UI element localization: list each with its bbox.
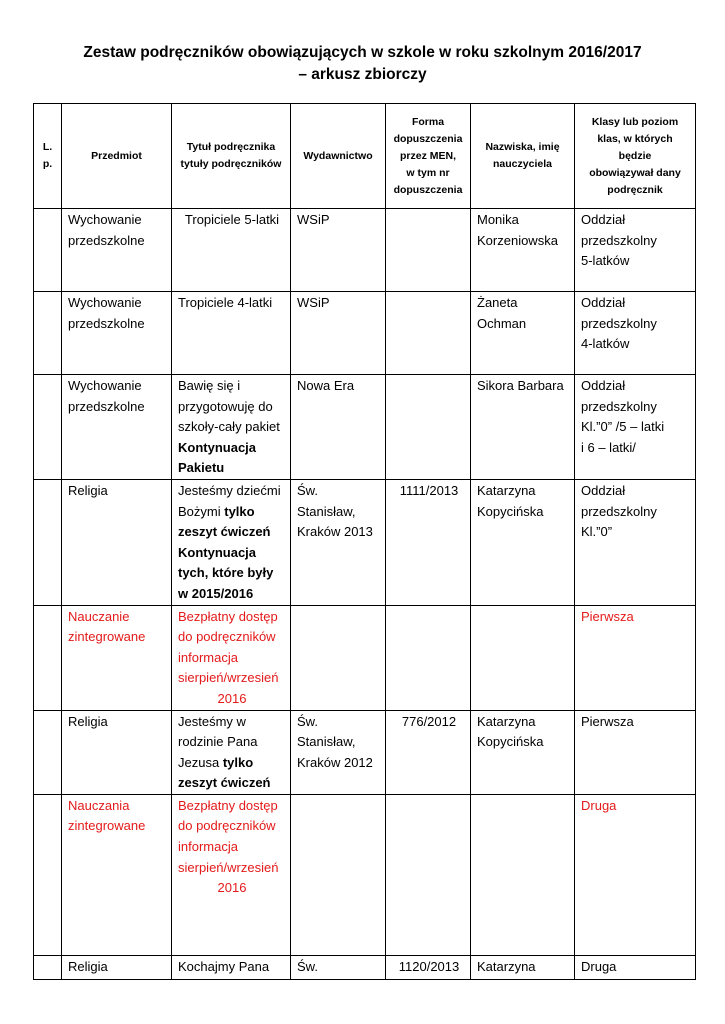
cell-teacher: Monika Korzeniowska <box>471 209 575 292</box>
cell-publisher: WSiP <box>291 292 386 375</box>
cell-teacher <box>471 605 575 710</box>
cell-approval: 776/2012 <box>386 710 471 794</box>
cell-subject: Religia <box>62 955 172 979</box>
cell-classes: Druga <box>575 794 696 955</box>
cell-classes: Oddział przedszkolny 5-latków <box>575 209 696 292</box>
cell-lp <box>34 375 62 480</box>
cell-approval: 1111/2013 <box>386 479 471 605</box>
cell-approval <box>386 209 471 292</box>
cell-teacher <box>471 794 575 955</box>
cell-classes: Oddział przedszkolny Kl.”0” /5 – latki i 6 – latki/ <box>575 375 696 480</box>
cell-approval <box>386 375 471 480</box>
cell-publisher <box>291 605 386 710</box>
cell-classes: Oddział przedszkolny 4-latków <box>575 292 696 375</box>
cell-publisher <box>291 794 386 955</box>
header-title: Tytuł podręcznika tytuły podręczników <box>172 104 291 209</box>
table-row <box>34 710 696 794</box>
cell-publisher: Św. Stanisław, Kraków 2013 <box>291 479 386 605</box>
cell-lp <box>34 794 62 955</box>
cell-approval: 1120/2013 <box>386 955 471 979</box>
cell-lp <box>34 605 62 710</box>
table-row <box>34 605 696 710</box>
cell-classes: Pierwsza <box>575 710 696 794</box>
header-subject: Przedmiot <box>62 104 172 209</box>
table-row <box>34 955 696 979</box>
cell-title: Bezpłatny dostęp do podręczników informacja sierpień/wrzesień 2016 <box>172 605 291 710</box>
cell-subject: Nauczanie zintegrowane <box>62 605 172 710</box>
cell-lp <box>34 710 62 794</box>
header-lp: L. p. <box>34 104 62 209</box>
table-row <box>34 479 696 605</box>
cell-subject: Religia <box>62 710 172 794</box>
cell-title: Tropiciele 4-latki <box>172 292 291 375</box>
header-classes: Klasy lub poziom klas, w których będzie obowiązywał dany podręcznik <box>575 104 696 209</box>
header-teacher: Nazwiska, imię nauczyciela <box>471 104 575 209</box>
cell-title: Bezpłatny dostęp do podręczników informacja sierpień/wrzesień 2016 <box>172 794 291 955</box>
cell-publisher: Nowa Era <box>291 375 386 480</box>
cell-lp <box>34 479 62 605</box>
title-line-2: – arkusz zbiorczy <box>298 66 427 83</box>
cell-approval <box>386 794 471 955</box>
header-row <box>34 104 696 209</box>
title-line-1: Zestaw podręczników obowiązujących w szkole w roku szkolnym 2016/2017 <box>83 44 642 61</box>
table-row <box>34 794 696 955</box>
cell-title: Jesteśmy dziećmi Bożymi tylko zeszyt ćwiczeń Kontynuacja tych, które były w 2015/2016 <box>172 479 291 605</box>
cell-title: Bawię się i przygotowuję do szkoły-cały pakiet Kontynuacja Pakietu <box>172 375 291 480</box>
cell-subject: Nauczania zintegrowane <box>62 794 172 955</box>
cell-title: Jesteśmy w rodzinie Pana Jezusa tylko zeszyt ćwiczeń <box>172 710 291 794</box>
cell-classes: Oddział przedszkolny Kl.”0” <box>575 479 696 605</box>
cell-teacher: Katarzyna <box>471 955 575 979</box>
cell-teacher: Żaneta Ochman <box>471 292 575 375</box>
cell-title: Kochajmy Pana <box>172 955 291 979</box>
document-title <box>0 42 725 86</box>
cell-lp <box>34 955 62 979</box>
textbook-table <box>33 103 696 980</box>
cell-subject: Wychowanie przedszkolne <box>62 209 172 292</box>
cell-subject: Religia <box>62 479 172 605</box>
cell-teacher: Katarzyna Kopycińska <box>471 479 575 605</box>
cell-approval <box>386 605 471 710</box>
cell-lp <box>34 292 62 375</box>
header-approval: Forma dopuszczenia przez MEN, w tym nr dopuszczenia <box>386 104 471 209</box>
cell-teacher: Katarzyna Kopycińska <box>471 710 575 794</box>
cell-publisher: Św. Stanisław, Kraków 2012 <box>291 710 386 794</box>
cell-classes: Pierwsza <box>575 605 696 710</box>
cell-publisher: Św. <box>291 955 386 979</box>
cell-publisher: WSiP <box>291 209 386 292</box>
cell-title: Tropiciele 5-latki <box>172 209 291 292</box>
cell-subject: Wychowanie przedszkolne <box>62 375 172 480</box>
table-row <box>34 292 696 375</box>
table-row <box>34 209 696 292</box>
header-publisher: Wydawnictwo <box>291 104 386 209</box>
cell-approval <box>386 292 471 375</box>
cell-classes: Druga <box>575 955 696 979</box>
table-row <box>34 375 696 480</box>
cell-subject: Wychowanie przedszkolne <box>62 292 172 375</box>
cell-lp <box>34 209 62 292</box>
cell-teacher: Sikora Barbara <box>471 375 575 480</box>
